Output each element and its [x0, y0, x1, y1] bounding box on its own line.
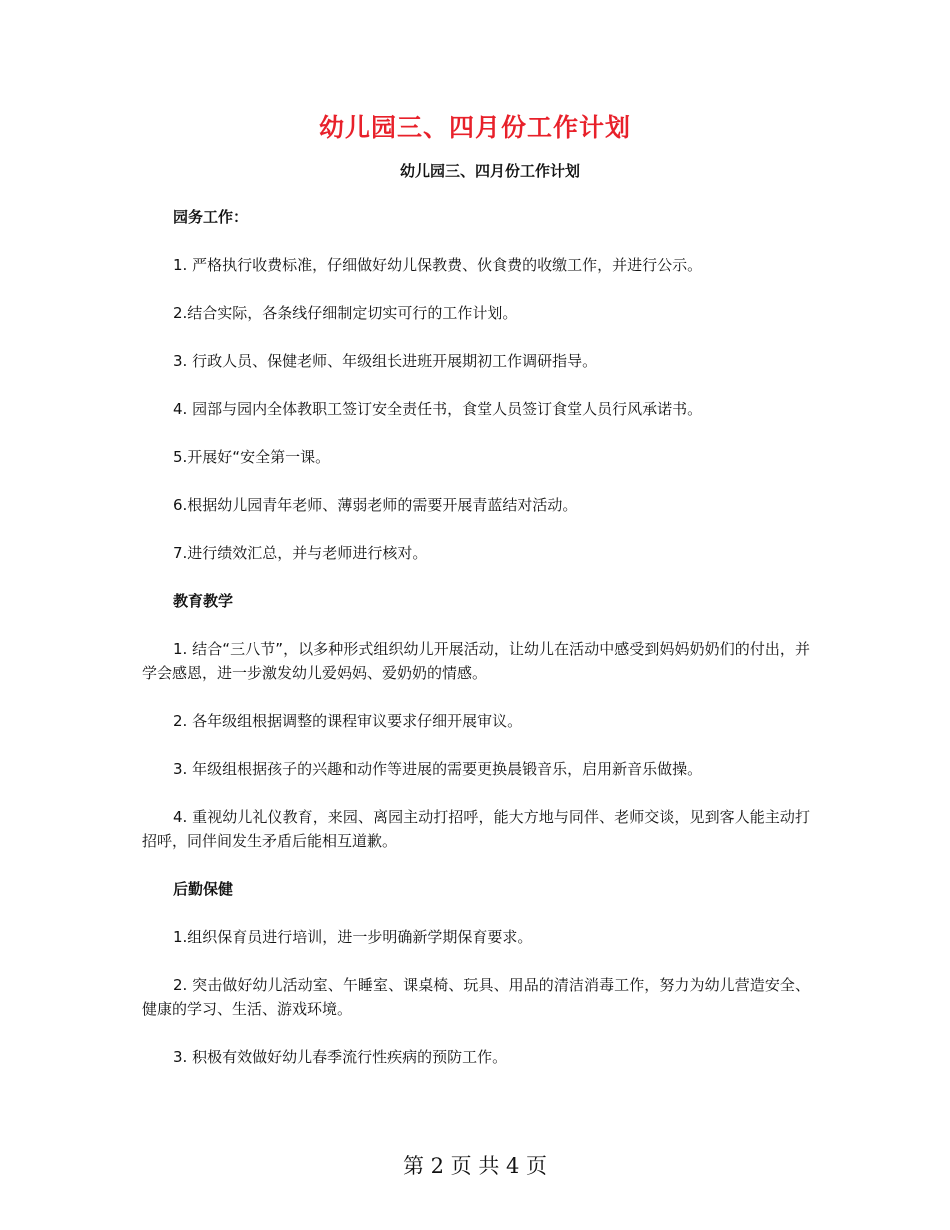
list-item: 1.组织保育员进行培训，进一步明确新学期保育要求。 [173, 928, 533, 946]
list-item: 2. 突击做好幼儿活动室、午睡室、课桌椅、玩具、用品的清洁消毒工作，努力为幼儿营造安全、健康的学习、生活、游戏环境。 [142, 976, 810, 1018]
document-body [142, 205, 810, 1093]
section-heading: 教育教学 [173, 592, 234, 610]
list-item: 1. 结合“三八节”，以多种形式组织幼儿开展活动，让幼儿在活动中感受到妈妈奶奶们的付出，并学会感恩，进一步激发幼儿爱妈妈、爱奶奶的情感。 [142, 640, 810, 682]
document-title: 幼儿园三、四月份工作计划 [318, 113, 631, 142]
page-number-footer: 第 2 页 共 4 页 [402, 1154, 548, 1178]
list-item: 4. 园部与园内全体教职工签订安全责任书，食堂人员签订食堂人员行风承诺书。 [173, 400, 703, 418]
list-item: 6.根据幼儿园青年老师、薄弱老师的需要开展青蓝结对活动。 [173, 496, 578, 514]
list-item: 3. 行政人员、保健老师、年级组长进班开展期初工作调研指导。 [173, 352, 598, 370]
list-item: 2. 各年级组根据调整的课程审议要求仔细开展审议。 [173, 712, 523, 730]
list-item: 3. 积极有效做好幼儿春季流行性疾病的预防工作。 [173, 1048, 508, 1066]
section-admin-work [142, 205, 810, 565]
list-item: 1. 严格执行收费标准，仔细做好幼儿保教费、伙食费的收缴工作，并进行公示。 [173, 256, 703, 274]
list-item: 2.结合实际，各条线仔细制定切实可行的工作计划。 [173, 304, 518, 322]
section-logistics-health [142, 877, 810, 1069]
list-item: 7.进行绩效汇总，并与老师进行核对。 [173, 544, 428, 562]
list-item: 4. 重视幼儿礼仪教育，来园、离园主动打招呼，能大方地与同伴、老师交谈，见到客人能主动打招呼，同伴间发生矛盾后能相互道歉。 [142, 808, 810, 850]
list-item: 3. 年级组根据孩子的兴趣和动作等进展的需要更换晨锻音乐，启用新音乐做操。 [173, 760, 703, 778]
section-heading: 园务工作： [173, 208, 249, 226]
document-subtitle: 幼儿园三、四月份工作计划 [399, 162, 580, 180]
section-education [142, 589, 810, 853]
section-heading: 后勤保健 [173, 880, 234, 898]
list-item: 5.开展好“安全第一课。 [173, 448, 331, 466]
